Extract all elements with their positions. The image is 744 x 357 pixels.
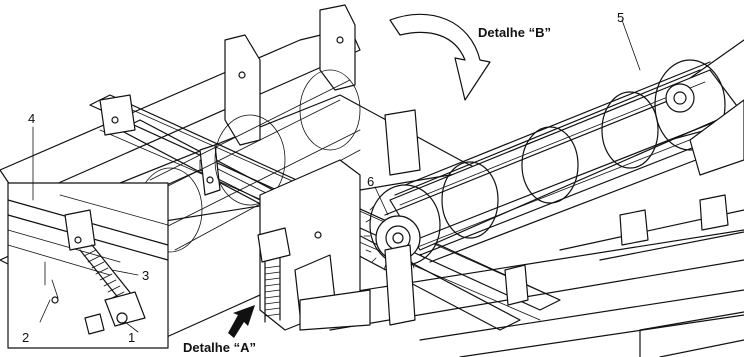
callout-1: 1 <box>128 330 136 345</box>
callout-4: 4 <box>28 111 36 126</box>
callout-2: 2 <box>22 330 30 345</box>
label-detail-b: Detalhe “B” <box>478 25 551 40</box>
rotation-arrow <box>390 14 490 100</box>
detail-a-arrow <box>228 305 255 338</box>
main-roller-cage <box>364 60 744 325</box>
label-detail-a: Detalhe “A” <box>183 340 256 355</box>
callout-6: 6 <box>367 174 375 189</box>
callout-5: 5 <box>617 10 625 25</box>
inset-detail-box <box>8 183 168 348</box>
callout-3: 3 <box>142 268 150 283</box>
